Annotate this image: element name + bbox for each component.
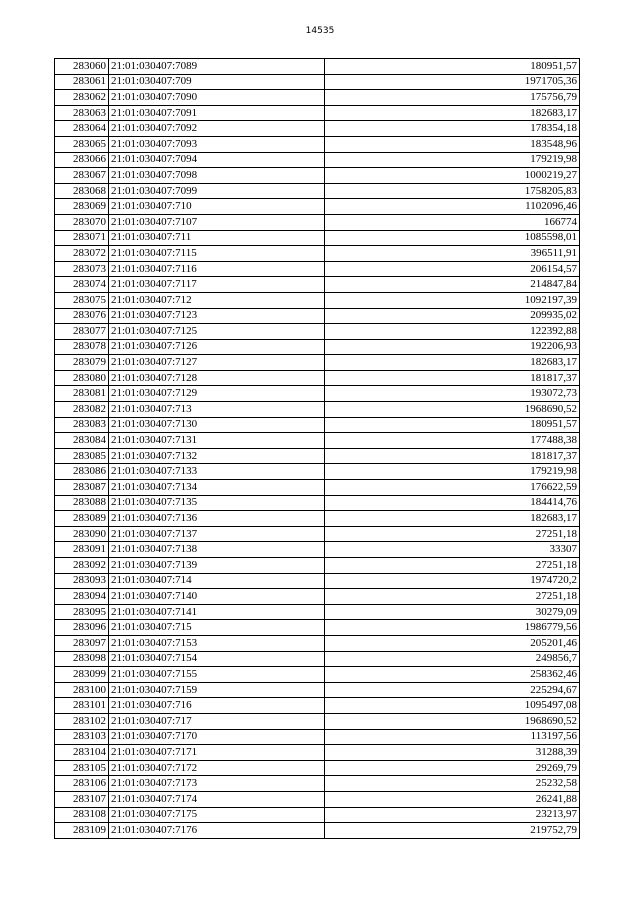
cadastral-value-cell: 396511,91 xyxy=(325,246,580,262)
row-number-cell: 283079 xyxy=(55,355,109,371)
cadastral-number-cell: 21:01:030407:7138 xyxy=(109,542,325,558)
row-number-cell: 283075 xyxy=(55,292,109,308)
row-number-cell: 283090 xyxy=(55,526,109,542)
table-row xyxy=(55,292,580,308)
cadastral-value-cell: 31288,39 xyxy=(325,745,580,761)
table-row xyxy=(55,558,580,574)
row-number-cell: 283096 xyxy=(55,620,109,636)
table-row xyxy=(55,168,580,184)
cadastral-value-cell: 209935,02 xyxy=(325,308,580,324)
table-row xyxy=(55,74,580,90)
cadastral-number-cell: 21:01:030407:7171 xyxy=(109,745,325,761)
table-row xyxy=(55,277,580,293)
cadastral-number-cell: 21:01:030407:7126 xyxy=(109,339,325,355)
cadastral-value-cell: 166774 xyxy=(325,214,580,230)
row-number-cell: 283080 xyxy=(55,370,109,386)
row-number-cell: 283092 xyxy=(55,558,109,574)
cadastral-number-cell: 21:01:030407:712 xyxy=(109,292,325,308)
row-number-cell: 283094 xyxy=(55,589,109,605)
cadastral-number-cell: 21:01:030407:7133 xyxy=(109,464,325,480)
cadastral-number-cell: 21:01:030407:7129 xyxy=(109,386,325,402)
cadastral-value-cell: 183548,96 xyxy=(325,136,580,152)
cadastral-number-cell: 21:01:030407:7125 xyxy=(109,324,325,340)
cadastral-number-cell: 21:01:030407:7115 xyxy=(109,246,325,262)
table-row xyxy=(55,635,580,651)
cadastral-number-cell: 21:01:030407:7170 xyxy=(109,729,325,745)
table-row xyxy=(55,152,580,168)
table-row xyxy=(55,464,580,480)
cadastral-value-cell: 219752,79 xyxy=(325,823,580,839)
table-row xyxy=(55,526,580,542)
cadastral-value-cell: 1986779,56 xyxy=(325,620,580,636)
row-number-cell: 283103 xyxy=(55,729,109,745)
table-row xyxy=(55,183,580,199)
row-number-cell: 283095 xyxy=(55,604,109,620)
row-number-cell: 283070 xyxy=(55,214,109,230)
table-row xyxy=(55,511,580,527)
cadastral-value-cell: 1758205,83 xyxy=(325,183,580,199)
table-row xyxy=(55,261,580,277)
cadastral-value-cell: 33307 xyxy=(325,542,580,558)
table-row xyxy=(55,417,580,433)
cadastral-number-cell: 21:01:030407:7123 xyxy=(109,308,325,324)
cadastral-number-cell: 21:01:030407:7153 xyxy=(109,635,325,651)
cadastral-number-cell: 21:01:030407:7135 xyxy=(109,495,325,511)
cadastral-number-cell: 21:01:030407:7098 xyxy=(109,168,325,184)
cadastral-number-cell: 21:01:030407:7136 xyxy=(109,511,325,527)
cadastral-value-cell: 182683,17 xyxy=(325,511,580,527)
cadastral-value-cell: 206154,57 xyxy=(325,261,580,277)
cadastral-value-table xyxy=(54,58,580,839)
table-row xyxy=(55,386,580,402)
cadastral-value-cell: 1092197,39 xyxy=(325,292,580,308)
table-row xyxy=(55,121,580,137)
row-number-cell: 283083 xyxy=(55,417,109,433)
table-row xyxy=(55,90,580,106)
table-row xyxy=(55,760,580,776)
cadastral-number-cell: 21:01:030407:7117 xyxy=(109,277,325,293)
cadastral-number-cell: 21:01:030407:7140 xyxy=(109,589,325,605)
row-number-cell: 283076 xyxy=(55,308,109,324)
cadastral-value-cell: 181817,37 xyxy=(325,370,580,386)
row-number-cell: 283072 xyxy=(55,246,109,262)
cadastral-value-cell: 27251,18 xyxy=(325,589,580,605)
cadastral-number-cell: 21:01:030407:7132 xyxy=(109,448,325,464)
cadastral-number-cell: 21:01:030407:7159 xyxy=(109,682,325,698)
row-number-cell: 283105 xyxy=(55,760,109,776)
cadastral-number-cell: 21:01:030407:7134 xyxy=(109,480,325,496)
cadastral-number-cell: 21:01:030407:709 xyxy=(109,74,325,90)
row-number-cell: 283071 xyxy=(55,230,109,246)
cadastral-number-cell: 21:01:030407:713 xyxy=(109,402,325,418)
table-row xyxy=(55,402,580,418)
cadastral-number-cell: 21:01:030407:7094 xyxy=(109,152,325,168)
row-number-cell: 283068 xyxy=(55,183,109,199)
cadastral-value-cell: 1968690,52 xyxy=(325,402,580,418)
row-number-cell: 283091 xyxy=(55,542,109,558)
row-number-cell: 283084 xyxy=(55,433,109,449)
table-row xyxy=(55,214,580,230)
cadastral-number-cell: 21:01:030407:716 xyxy=(109,698,325,714)
table-row xyxy=(55,791,580,807)
row-number-cell: 283108 xyxy=(55,807,109,823)
row-number-cell: 283085 xyxy=(55,448,109,464)
table-row xyxy=(55,308,580,324)
page-number: 14535 xyxy=(305,26,335,36)
cadastral-value-cell: 181817,37 xyxy=(325,448,580,464)
cadastral-number-cell: 21:01:030407:714 xyxy=(109,573,325,589)
table-body xyxy=(55,59,580,839)
row-number-cell: 283065 xyxy=(55,136,109,152)
row-number-cell: 283093 xyxy=(55,573,109,589)
table-row xyxy=(55,729,580,745)
cadastral-value-cell: 214847,84 xyxy=(325,277,580,293)
row-number-cell: 283062 xyxy=(55,90,109,106)
table-row xyxy=(55,105,580,121)
row-number-cell: 283109 xyxy=(55,823,109,839)
row-number-cell: 283097 xyxy=(55,635,109,651)
cadastral-number-cell: 21:01:030407:7141 xyxy=(109,604,325,620)
cadastral-value-cell: 1102096,46 xyxy=(325,199,580,215)
cadastral-number-cell: 21:01:030407:717 xyxy=(109,713,325,729)
cadastral-value-cell: 1968690,52 xyxy=(325,713,580,729)
table-row xyxy=(55,776,580,792)
cadastral-value-cell: 180951,57 xyxy=(325,59,580,75)
cadastral-number-cell: 21:01:030407:7128 xyxy=(109,370,325,386)
table-row xyxy=(55,589,580,605)
cadastral-value-cell: 30279,09 xyxy=(325,604,580,620)
table-row xyxy=(55,324,580,340)
cadastral-number-cell: 21:01:030407:7099 xyxy=(109,183,325,199)
cadastral-number-cell: 21:01:030407:7127 xyxy=(109,355,325,371)
cadastral-value-cell: 1095497,08 xyxy=(325,698,580,714)
cadastral-number-cell: 21:01:030407:7130 xyxy=(109,417,325,433)
cadastral-number-cell: 21:01:030407:7139 xyxy=(109,558,325,574)
cadastral-value-cell: 27251,18 xyxy=(325,526,580,542)
cadastral-value-cell: 175756,79 xyxy=(325,90,580,106)
table-row xyxy=(55,573,580,589)
cadastral-value-cell: 184414,76 xyxy=(325,495,580,511)
row-number-cell: 283102 xyxy=(55,713,109,729)
cadastral-value-cell: 179219,98 xyxy=(325,464,580,480)
table-row xyxy=(55,651,580,667)
cadastral-number-cell: 21:01:030407:7137 xyxy=(109,526,325,542)
table-row xyxy=(55,199,580,215)
cadastral-value-cell: 182683,17 xyxy=(325,355,580,371)
cadastral-value-cell: 26241,88 xyxy=(325,791,580,807)
row-number-cell: 283077 xyxy=(55,324,109,340)
row-number-cell: 283089 xyxy=(55,511,109,527)
cadastral-number-cell: 21:01:030407:7155 xyxy=(109,667,325,683)
cadastral-value-cell: 25232,58 xyxy=(325,776,580,792)
cadastral-value-cell: 178354,18 xyxy=(325,121,580,137)
row-number-cell: 283086 xyxy=(55,464,109,480)
table-row xyxy=(55,682,580,698)
cadastral-value-cell: 176622,59 xyxy=(325,480,580,496)
row-number-cell: 283100 xyxy=(55,682,109,698)
cadastral-value-cell: 113197,56 xyxy=(325,729,580,745)
cadastral-number-cell: 21:01:030407:7107 xyxy=(109,214,325,230)
table-row xyxy=(55,807,580,823)
table-row xyxy=(55,713,580,729)
cadastral-number-cell: 21:01:030407:711 xyxy=(109,230,325,246)
cadastral-number-cell: 21:01:030407:7174 xyxy=(109,791,325,807)
cadastral-number-cell: 21:01:030407:7116 xyxy=(109,261,325,277)
cadastral-number-cell: 21:01:030407:715 xyxy=(109,620,325,636)
table-row xyxy=(55,59,580,75)
cadastral-value-cell: 205201,46 xyxy=(325,635,580,651)
cadastral-value-cell: 182683,17 xyxy=(325,105,580,121)
cadastral-number-cell: 21:01:030407:7092 xyxy=(109,121,325,137)
row-number-cell: 283066 xyxy=(55,152,109,168)
table-row xyxy=(55,355,580,371)
cadastral-number-cell: 21:01:030407:7175 xyxy=(109,807,325,823)
row-number-cell: 283082 xyxy=(55,402,109,418)
cadastral-number-cell: 21:01:030407:710 xyxy=(109,199,325,215)
cadastral-value-cell: 192206,93 xyxy=(325,339,580,355)
row-number-cell: 283064 xyxy=(55,121,109,137)
cadastral-value-cell: 225294,67 xyxy=(325,682,580,698)
table-row xyxy=(55,667,580,683)
table-row xyxy=(55,620,580,636)
table-row xyxy=(55,542,580,558)
table-row xyxy=(55,823,580,839)
table-row xyxy=(55,136,580,152)
cadastral-value-cell: 122392,88 xyxy=(325,324,580,340)
row-number-cell: 283104 xyxy=(55,745,109,761)
table-row xyxy=(55,339,580,355)
table-row xyxy=(55,230,580,246)
cadastral-value-cell: 1974720,2 xyxy=(325,573,580,589)
row-number-cell: 283073 xyxy=(55,261,109,277)
row-number-cell: 283067 xyxy=(55,168,109,184)
row-number-cell: 283078 xyxy=(55,339,109,355)
cadastral-number-cell: 21:01:030407:7176 xyxy=(109,823,325,839)
table-row xyxy=(55,480,580,496)
cadastral-value-cell: 29269,79 xyxy=(325,760,580,776)
row-number-cell: 283069 xyxy=(55,199,109,215)
cadastral-value-cell: 180951,57 xyxy=(325,417,580,433)
row-number-cell: 283107 xyxy=(55,791,109,807)
cadastral-value-cell: 1000219,27 xyxy=(325,168,580,184)
table-row xyxy=(55,433,580,449)
row-number-cell: 283088 xyxy=(55,495,109,511)
table-row xyxy=(55,745,580,761)
table-row xyxy=(55,370,580,386)
cadastral-value-cell: 27251,18 xyxy=(325,558,580,574)
cadastral-value-cell: 1971705,36 xyxy=(325,74,580,90)
cadastral-value-cell: 258362,46 xyxy=(325,667,580,683)
cadastral-value-cell: 179219,98 xyxy=(325,152,580,168)
cadastral-number-cell: 21:01:030407:7089 xyxy=(109,59,325,75)
cadastral-value-cell: 23213,97 xyxy=(325,807,580,823)
cadastral-number-cell: 21:01:030407:7093 xyxy=(109,136,325,152)
row-number-cell: 283106 xyxy=(55,776,109,792)
cadastral-number-cell: 21:01:030407:7131 xyxy=(109,433,325,449)
table-row xyxy=(55,448,580,464)
cadastral-number-cell: 21:01:030407:7091 xyxy=(109,105,325,121)
cadastral-number-cell: 21:01:030407:7172 xyxy=(109,760,325,776)
row-number-cell: 283101 xyxy=(55,698,109,714)
cadastral-number-cell: 21:01:030407:7173 xyxy=(109,776,325,792)
row-number-cell: 283061 xyxy=(55,74,109,90)
row-number-cell: 283063 xyxy=(55,105,109,121)
row-number-cell: 283060 xyxy=(55,59,109,75)
row-number-cell: 283074 xyxy=(55,277,109,293)
table-row xyxy=(55,698,580,714)
cadastral-value-cell: 193072,73 xyxy=(325,386,580,402)
row-number-cell: 283081 xyxy=(55,386,109,402)
cadastral-number-cell: 21:01:030407:7154 xyxy=(109,651,325,667)
cadastral-number-cell: 21:01:030407:7090 xyxy=(109,90,325,106)
cadastral-value-cell: 1085598,01 xyxy=(325,230,580,246)
table-row xyxy=(55,495,580,511)
table-row xyxy=(55,604,580,620)
cadastral-value-cell: 249856,7 xyxy=(325,651,580,667)
row-number-cell: 283098 xyxy=(55,651,109,667)
cadastral-value-cell: 177488,38 xyxy=(325,433,580,449)
row-number-cell: 283099 xyxy=(55,667,109,683)
row-number-cell: 283087 xyxy=(55,480,109,496)
table-row xyxy=(55,246,580,262)
